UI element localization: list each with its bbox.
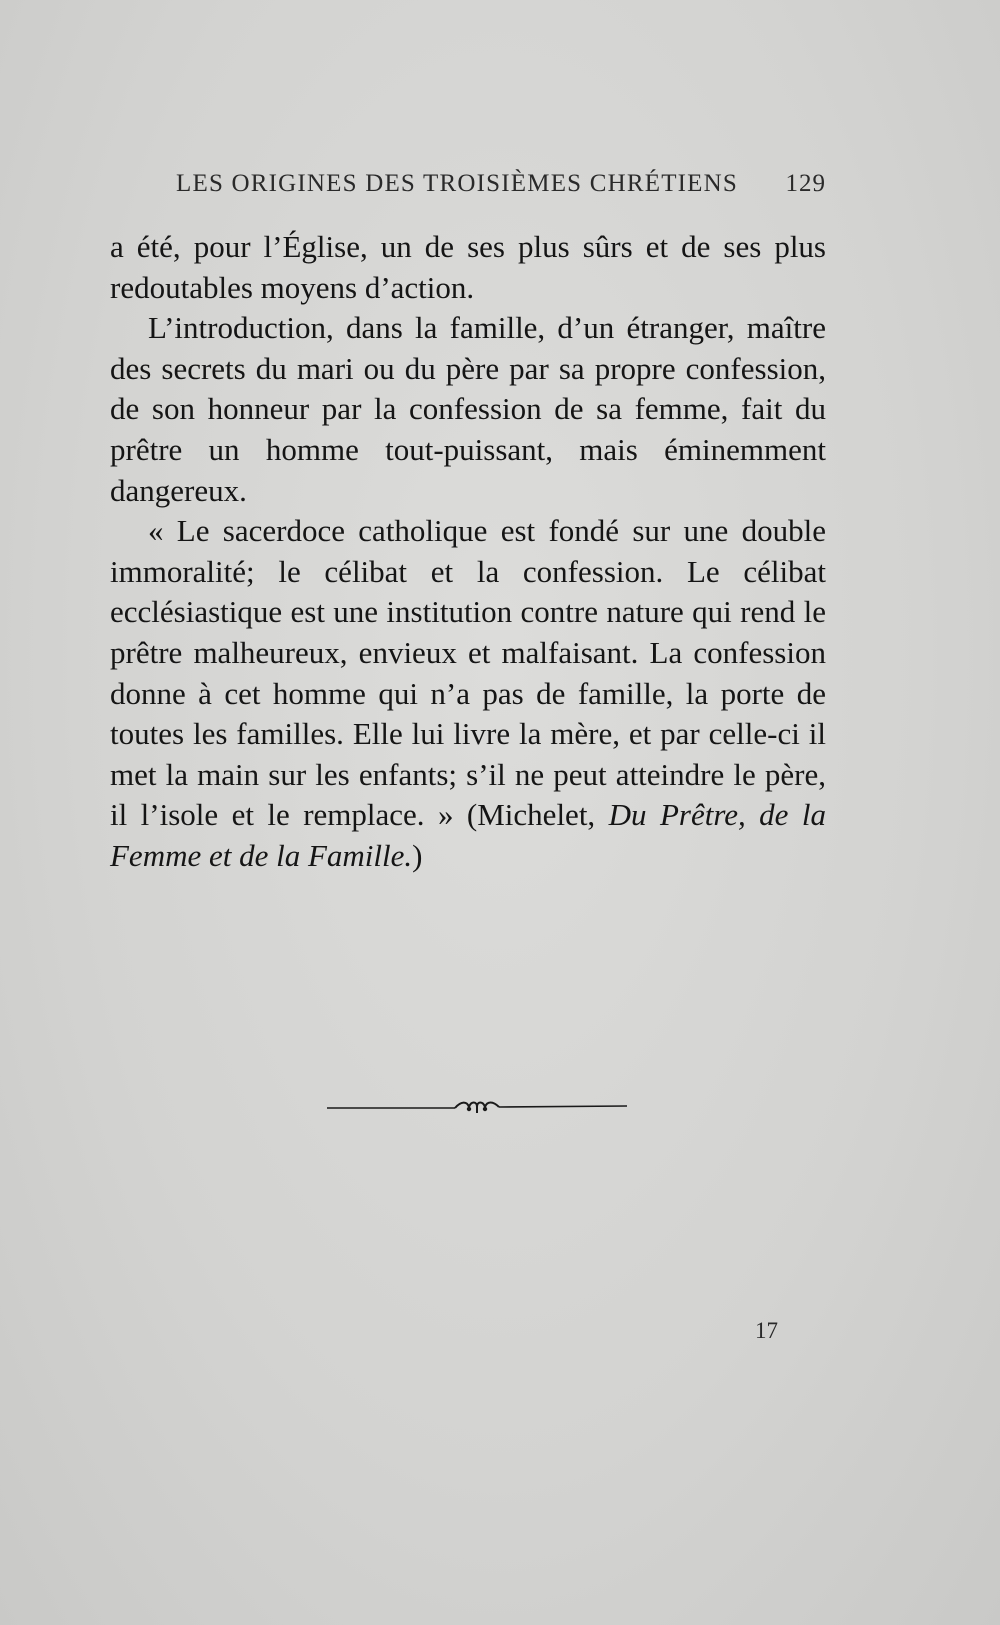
quotation-source-title: Du Prêtre, de la Femme et de la Famille. <box>110 797 826 873</box>
paragraph-introduction: L’introduction, dans la famille, d’un étranger, maître des secrets du mari ou du père par sa propre confession, de son honneur par la confession de sa femme, fait du prêtre un homme tout-puissant, mais éminemment dangereux. <box>110 310 826 508</box>
quotation-close: ) <box>412 837 423 873</box>
running-title: LES ORIGINES DES TROISIÈMES CHRÉTIENS <box>176 170 739 197</box>
paragraph-quotation <box>110 511 826 876</box>
body-text <box>110 227 826 877</box>
signature-mark: 17 <box>755 1318 778 1343</box>
paragraph-continuation: a été, pour l’Église, un de ses plus sûrs et de ses plus redoutables moyens d’action. <box>110 229 826 305</box>
fleuron-ornament-icon <box>327 1097 627 1117</box>
quotation-text: « Le sacerdoce catholique est fondé sur une double immoralité; le célibat et la confession. Le célibat ecclésiastique est une institution contre nature qui rend le prêtre malheureux, envieux et malfaisant. La confession donne à cet homme qui n’a pas de famille, la porte de toutes les familles. Elle lui livre la mère, et par celle-ci il met la main sur les enfants; s’il ne peut atteindre le père, il l’isole et le remplace. » (Michelet, <box>110 513 826 833</box>
running-head <box>176 170 826 198</box>
page-number: 129 <box>785 170 826 197</box>
